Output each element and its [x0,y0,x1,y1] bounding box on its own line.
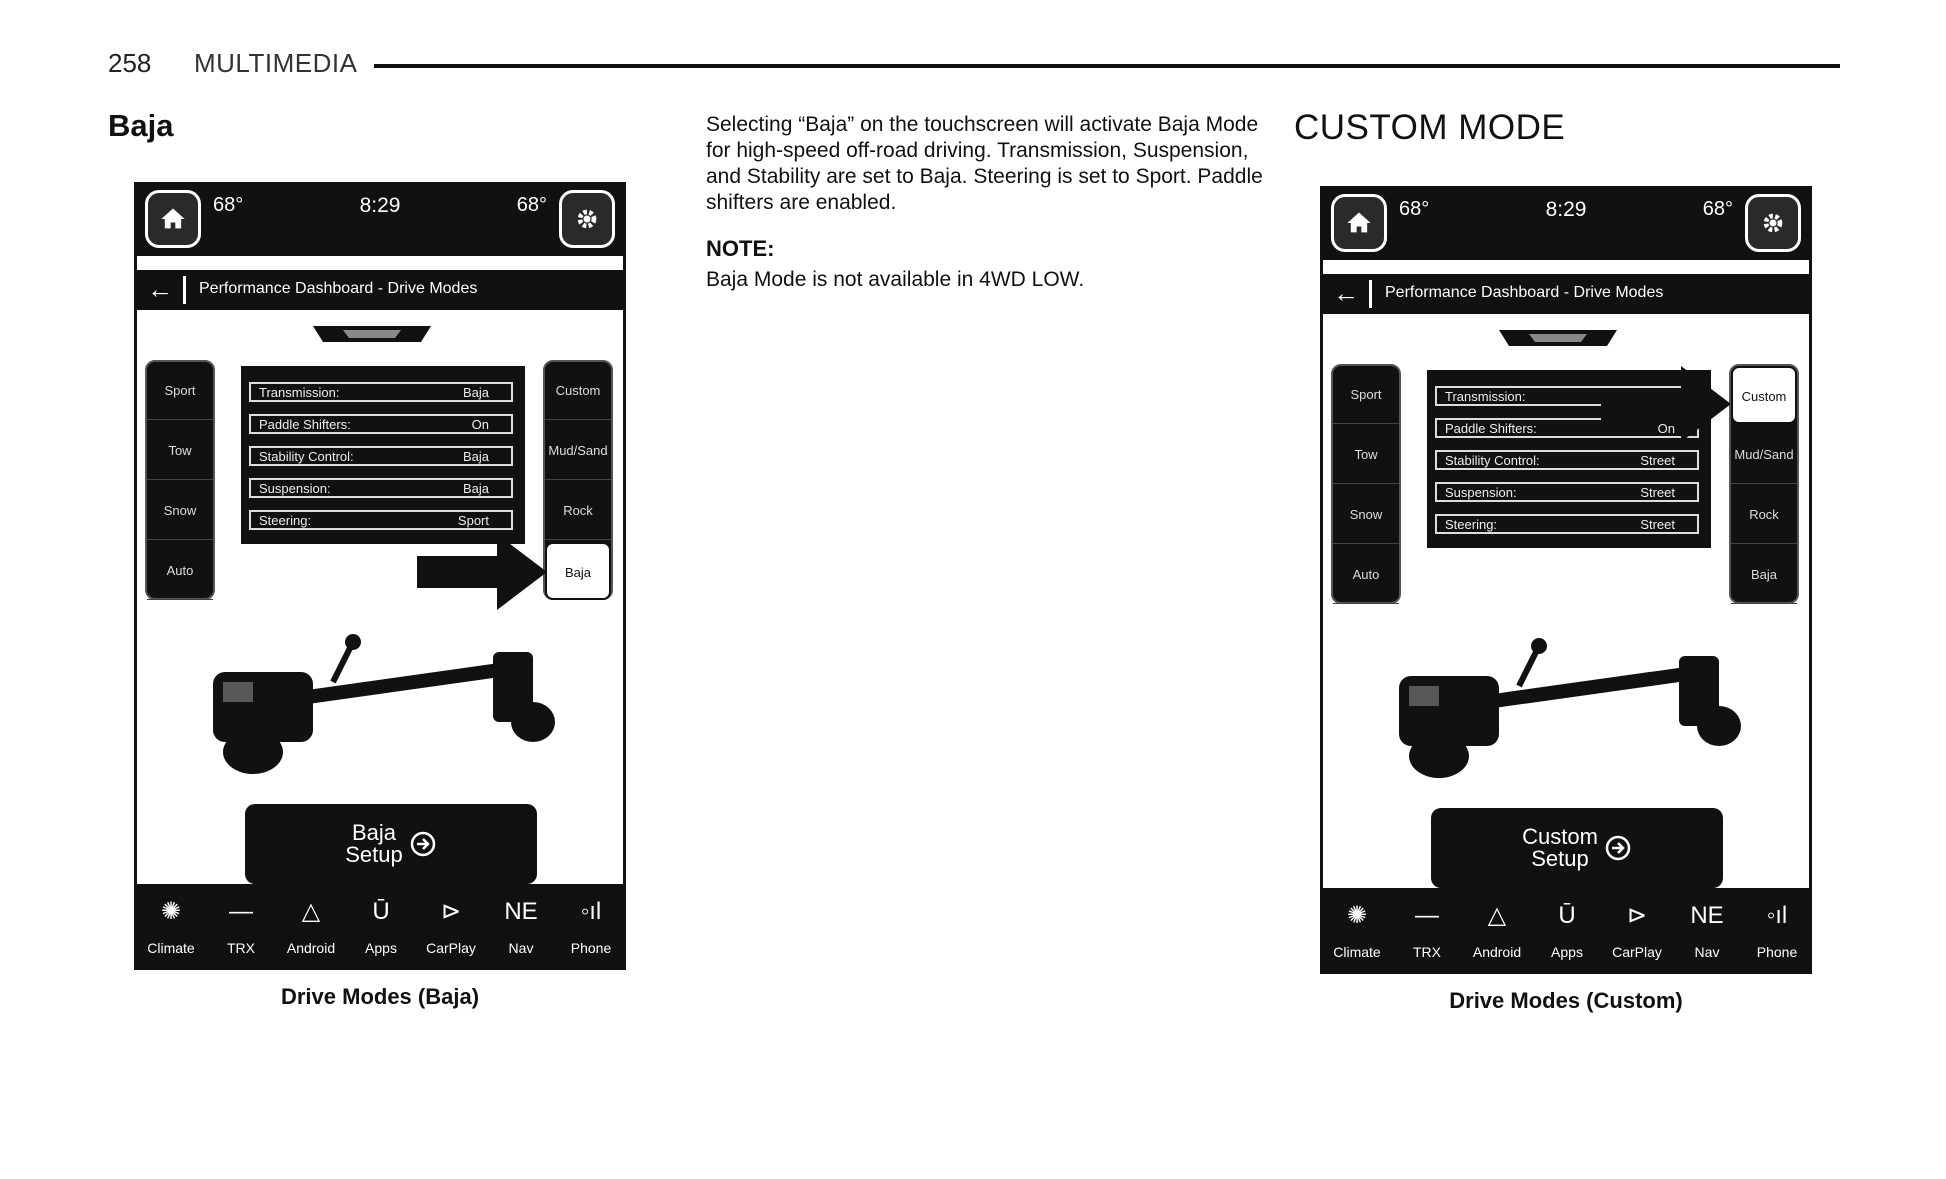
mode-mud-sand-button[interactable]: Mud/Sand [545,422,611,480]
left-mode-column [1331,364,1401,604]
mode-rock-button[interactable]: Rock [1731,486,1797,544]
title-bar [137,270,623,310]
setting-value: Baja [462,481,489,496]
nav-label: CarPlay [426,940,476,956]
mode-tow-button[interactable]: Tow [147,422,213,480]
nav-label: TRX [1413,944,1441,960]
mode-snow-button[interactable]: Snow [147,482,213,540]
right-mode-column [543,360,613,600]
chassis-illustration-icon [193,632,573,792]
setting-row-suspension [1435,482,1699,502]
trx-logo-icon [1499,326,1617,350]
trx-logo-icon: — [1415,902,1439,929]
nav-label: Apps [1551,944,1583,960]
mode-mud-sand-button[interactable]: Mud/Sand [1731,426,1797,484]
carplay-icon: ⊳ [1626,902,1648,929]
clock: 8:29 [1545,198,1587,221]
title-separator [1369,280,1372,308]
setting-row-steering [249,510,513,530]
nav-label: Apps [365,940,397,956]
nav-label: Phone [1756,944,1798,960]
header-rule [374,64,1840,68]
nav-label: Android [286,940,336,956]
title-bar [1323,274,1809,314]
setting-row-suspension [249,478,513,498]
setting-row-steering [1435,514,1699,534]
trx-logo-icon [313,322,431,346]
arrow-circle-right-icon [409,830,437,858]
bottom-nav-bar [1323,888,1809,974]
nav-phone[interactable] [1745,894,1809,972]
nav-carplay[interactable] [419,890,483,968]
nav-phone[interactable] [559,890,623,968]
setup-line-1: Baja [351,820,397,845]
apps-icon: Ū [372,898,390,925]
arrow-circle-right-icon [1604,834,1632,862]
temperature-right: 68° [1702,198,1733,220]
setting-value: Sport [457,513,489,528]
setting-label: Transmission: [259,385,340,400]
custom-mode-heading: CUSTOM MODE [1294,108,1566,147]
baja-figure-caption: Drive Modes (Baja) [280,984,480,1009]
temperature-left: 68° [213,194,244,216]
callout-arrow-icon [1601,366,1731,442]
baja-heading: Baja [108,108,174,143]
setting-value: On [471,417,489,432]
climate-icon: ✺ [160,898,182,925]
right-mode-column [1729,364,1799,604]
carplay-icon: ⊳ [440,898,462,925]
page-number: 258 [108,48,152,78]
temperature-right: 68° [516,194,547,216]
nav-label: Climate [1333,944,1381,960]
settings-panel [241,366,525,544]
setting-label: Paddle Shifters: [259,417,351,432]
nav-trx[interactable] [209,890,273,968]
setting-label: Paddle Shifters: [1445,421,1537,436]
setting-row-stability [249,446,513,466]
setting-label: Steering: [1445,517,1498,532]
chassis-illustration-icon [1379,636,1759,796]
nav-apps[interactable] [1535,894,1599,972]
status-bar [137,182,623,256]
setup-label [345,822,403,866]
setup-line-1: Custom [1522,824,1598,849]
bottom-nav-bar [137,884,623,970]
nav-label: Android [1472,944,1522,960]
settings-button[interactable] [559,190,615,248]
setting-value: Street [1640,453,1675,468]
nav-climate[interactable] [139,890,203,968]
setup-line-2: Setup [1531,846,1589,871]
trx-logo-icon: — [229,898,253,925]
nav-label: Phone [570,940,612,956]
gear-icon [1759,209,1787,237]
setting-value: Baja [462,385,489,400]
setting-label: Steering: [259,513,312,528]
section-title: MULTIMEDIA [194,48,358,78]
climate-icon: ✺ [1346,902,1368,929]
setting-value: On [1657,421,1675,436]
setting-row-stability [1435,450,1699,470]
gear-icon [573,205,601,233]
setting-label: Suspension: [259,481,331,496]
custom-figure-caption: Drive Modes (Custom) [1449,988,1683,1013]
android-auto-icon: △ [1487,902,1507,929]
setup-label [1522,826,1598,870]
setting-row-paddle-shifters [249,414,513,434]
screen-title: Performance Dashboard - Drive Modes [199,280,478,297]
nav-nav[interactable] [489,890,553,968]
mode-auto-button[interactable]: Auto [147,542,213,600]
mode-sport-button[interactable]: Sport [1333,366,1399,424]
temperature-left: 68° [1399,198,1430,220]
nav-label: Nav [508,940,534,956]
setup-line-2: Setup [345,842,403,867]
setting-value: Street [1640,485,1675,500]
title-separator [183,276,186,304]
phone-signal-icon: ◦ıl [580,898,602,925]
callout-arrow-icon [417,534,547,610]
drive-modes-screen-baja [134,182,626,970]
baja-description: Selecting “Baja” on the touchscreen will activate Baja Mode for high-speed off-road driving. Transmission, Suspension, and Stability are set to Baja. Steering is set to Sport. Paddle shifters are enabled. [706,113,1263,214]
apps-icon: Ū [1558,902,1576,929]
status-bar [1323,186,1809,260]
settings-button[interactable] [1745,194,1801,252]
compass-icon: NE [1690,902,1724,929]
nav-trx[interactable] [1395,894,1459,972]
drive-modes-screen-custom [1320,186,1812,974]
custom-setup-button[interactable] [1431,808,1723,888]
setting-row-transmission [249,382,513,402]
phone-signal-icon: ◦ıl [1766,902,1788,929]
mode-tow-button[interactable]: Tow [1333,426,1399,484]
mode-custom-button[interactable]: Custom [1731,366,1797,424]
clock: 8:29 [359,194,401,217]
nav-carplay[interactable] [1605,894,1669,972]
setting-label: Stability Control: [259,449,354,464]
nav-android[interactable] [1465,894,1529,972]
nav-nav[interactable] [1675,894,1739,972]
nav-climate[interactable] [1325,894,1389,972]
nav-android[interactable] [279,890,343,968]
mode-baja-button[interactable]: Baja [545,542,611,600]
baja-setup-button[interactable] [245,804,537,884]
mode-rock-button[interactable]: Rock [545,482,611,540]
nav-label: Climate [147,940,195,956]
mode-snow-button[interactable]: Snow [1333,486,1399,544]
mode-sport-button[interactable]: Sport [147,362,213,420]
left-mode-column [145,360,215,600]
setting-value: Street [1640,517,1675,532]
mode-auto-button[interactable]: Auto [1333,546,1399,604]
nav-apps[interactable] [349,890,413,968]
setting-label: Stability Control: [1445,453,1540,468]
screen-title: Performance Dashboard - Drive Modes [1385,284,1664,301]
mode-baja-button[interactable]: Baja [1731,546,1797,604]
note-text: Baja Mode is not available in 4WD LOW. [706,268,1085,291]
nav-label: CarPlay [1612,944,1662,960]
back-arrow-icon[interactable]: ← [1333,278,1359,308]
page-header [108,48,1840,88]
setting-label: Transmission: [1445,389,1526,404]
android-auto-icon: △ [301,898,321,925]
setting-label: Suspension: [1445,485,1517,500]
note-label: NOTE: [706,236,775,261]
nav-label: Nav [1694,944,1720,960]
setting-value: Baja [462,449,489,464]
compass-icon: NE [504,898,538,925]
back-arrow-icon[interactable]: ← [147,274,173,304]
mode-custom-button[interactable]: Custom [545,362,611,420]
nav-label: TRX [227,940,255,956]
